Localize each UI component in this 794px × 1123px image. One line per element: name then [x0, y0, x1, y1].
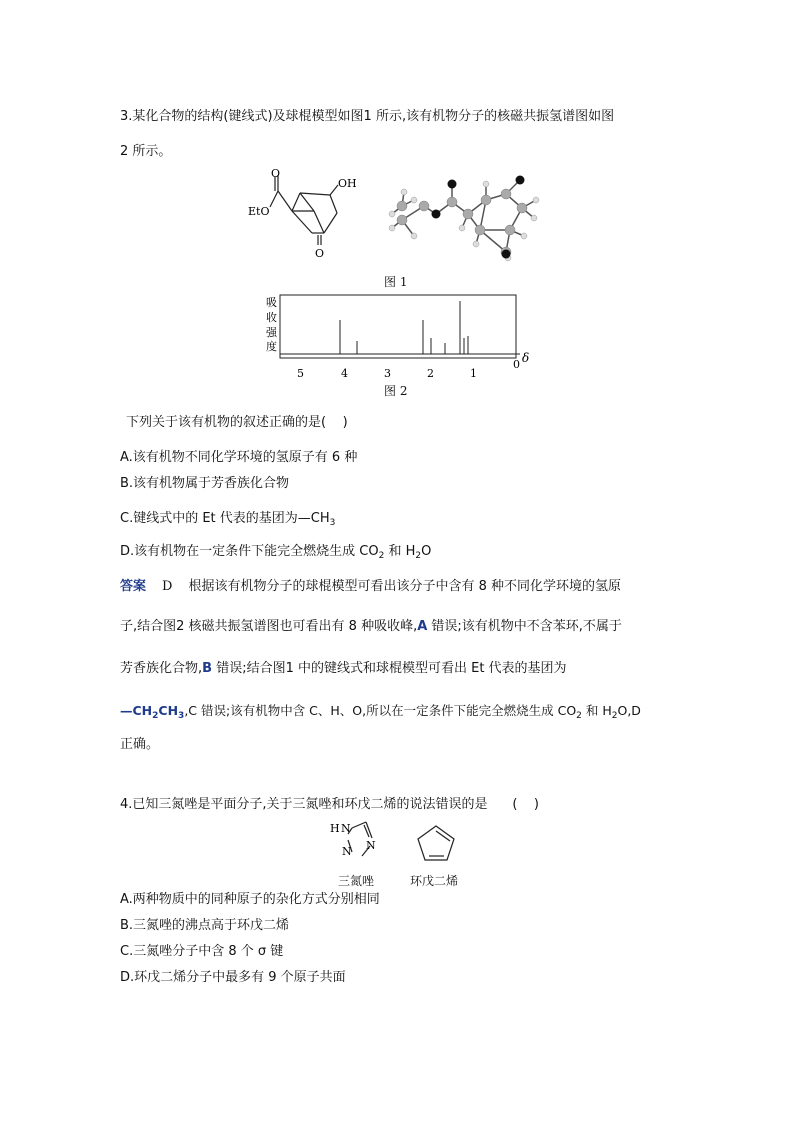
exp-line4-e: O,D [617, 703, 641, 718]
exp-line3-c: 错误;结合图1 中的键线式和球棍模型可看出 Et 代表的基团为 [212, 661, 567, 676]
q3-stem-line2: 2 所示。 [120, 144, 172, 159]
q3-exp-line2 [120, 618, 622, 636]
fig1-caption: 图 1 [384, 275, 408, 289]
q4-option-a: A.两种物质中的同种原子的杂化方式分别相同 [120, 892, 380, 907]
oh-label: OH [338, 177, 357, 190]
exp-line2-c: 错误;该有机物中不含苯环,不属于 [427, 619, 622, 634]
q3-option-c-text: C.键线式中的 Et 代表的基团为—CH [120, 511, 330, 526]
nmr-ylabel-char-2: 收 [266, 311, 277, 324]
nmr-ylabel-char-1: 吸 [266, 296, 277, 309]
exp-line4-s3: 2 [576, 711, 582, 721]
o-top-label: O [271, 167, 281, 180]
exp-line4-c: ,C 错误;该有机物中含 C、H、O,所以在一定条件下能完全燃烧生成 CO [184, 703, 577, 718]
q4-option-c: C.三氮唑分子中含 8 个 σ 键 [120, 944, 284, 959]
nmr-tick-4: 4 [341, 367, 348, 380]
nmr-tick-0: 0 [513, 358, 520, 371]
q3-exp-line3 [120, 660, 567, 678]
o-bottom-label: O [315, 247, 325, 260]
triazole-n-right-label: N [366, 839, 376, 852]
nmr-tick-1: 1 [470, 367, 477, 380]
cyclopentadiene-caption: 环戊二烯 [410, 874, 459, 888]
nmr-tick-2: 2 [427, 367, 434, 380]
q3-option-d [120, 543, 431, 565]
q3-option-d-mid: 和 H [384, 544, 416, 559]
nmr-ylabel-char-4: 度 [266, 340, 277, 353]
exp-line4-b: CH [158, 703, 179, 718]
exp-line4-s4: 2 [611, 711, 618, 721]
triazole-caption: 三氮唑 [338, 874, 375, 888]
q3-option-d-sub1: 2 [378, 551, 385, 561]
nmr-spectrum-figure [262, 292, 542, 384]
triazole-n-bottom-label: N [342, 845, 352, 858]
q3-answer-line1 [120, 578, 621, 596]
cyclopentadiene-structure [410, 820, 462, 870]
q3-exp-line4 [120, 702, 641, 725]
exp-line3-b: B [202, 661, 213, 676]
triazole-structure [322, 818, 392, 870]
q4-stem: 4.已知三氮唑是平面分子,关于三氮唑和环戊二烯的说法错误的是 ( ) [120, 797, 540, 812]
exp-line4-s2: 3 [178, 711, 185, 721]
fig2-caption: 图 2 [384, 384, 408, 398]
exp-line4-a: —CH [120, 703, 153, 718]
q3-option-d-text: D.该有机物在一定条件下能完全燃烧生成 CO [120, 544, 379, 559]
eto-label: EtO [248, 205, 270, 218]
q3-option-d-post: O [421, 544, 432, 559]
exp-line4-s1: 2 [152, 711, 159, 721]
q3-option-d-sub2: 2 [415, 551, 422, 561]
q3-option-a: A.该有机物不同化学环境的氢原子有 6 种 [120, 450, 358, 465]
nmr-ylabel-char-3: 强 [266, 326, 277, 339]
q4-option-b: B.三氮唑的沸点高于环戊二烯 [120, 918, 290, 933]
nmr-tick-5: 5 [297, 367, 304, 380]
q4-option-d: D.环戊二烯分子中最多有 9 个原子共面 [120, 970, 346, 985]
q3-stem-line1: 3.某化合物的结构(键线式)及球棍模型如图1 所示,该有机物分子的核磁共振氢谱图如图 [120, 109, 615, 124]
skeletal-structure-figure [240, 165, 370, 260]
q3-option-c [120, 510, 335, 532]
triazole-nh-label: N [341, 822, 351, 835]
answer-letter: D [162, 579, 173, 594]
nmr-x-symbol: δ [522, 351, 530, 365]
nmr-tick-3: 3 [384, 367, 391, 380]
q3-option-b: B.该有机物属于芳香族化合物 [120, 476, 290, 491]
exp-line3-a: 芳香族化合物, [120, 661, 203, 676]
q3-option-c-sub: 3 [329, 518, 336, 528]
exp-line4-d: 和 H [581, 703, 612, 718]
exp-line2-b: A [417, 619, 428, 634]
triazole-h-label: H [330, 822, 340, 835]
q3-prompt: 下列关于该有机物的叙述正确的是( ) [126, 415, 348, 430]
q3-exp-line5: 正确。 [120, 737, 160, 752]
ball-stick-model-figure [380, 172, 560, 262]
answer-label: 答案 [120, 579, 147, 594]
exp-line2-a: 子,结合图2 核磁共振氢谱图也可看出有 8 种吸收峰, [120, 619, 418, 634]
exp-line1: 根据该有机物分子的球棍模型可看出该分子中含有 8 种不同化学环境的氢原 [188, 579, 621, 594]
